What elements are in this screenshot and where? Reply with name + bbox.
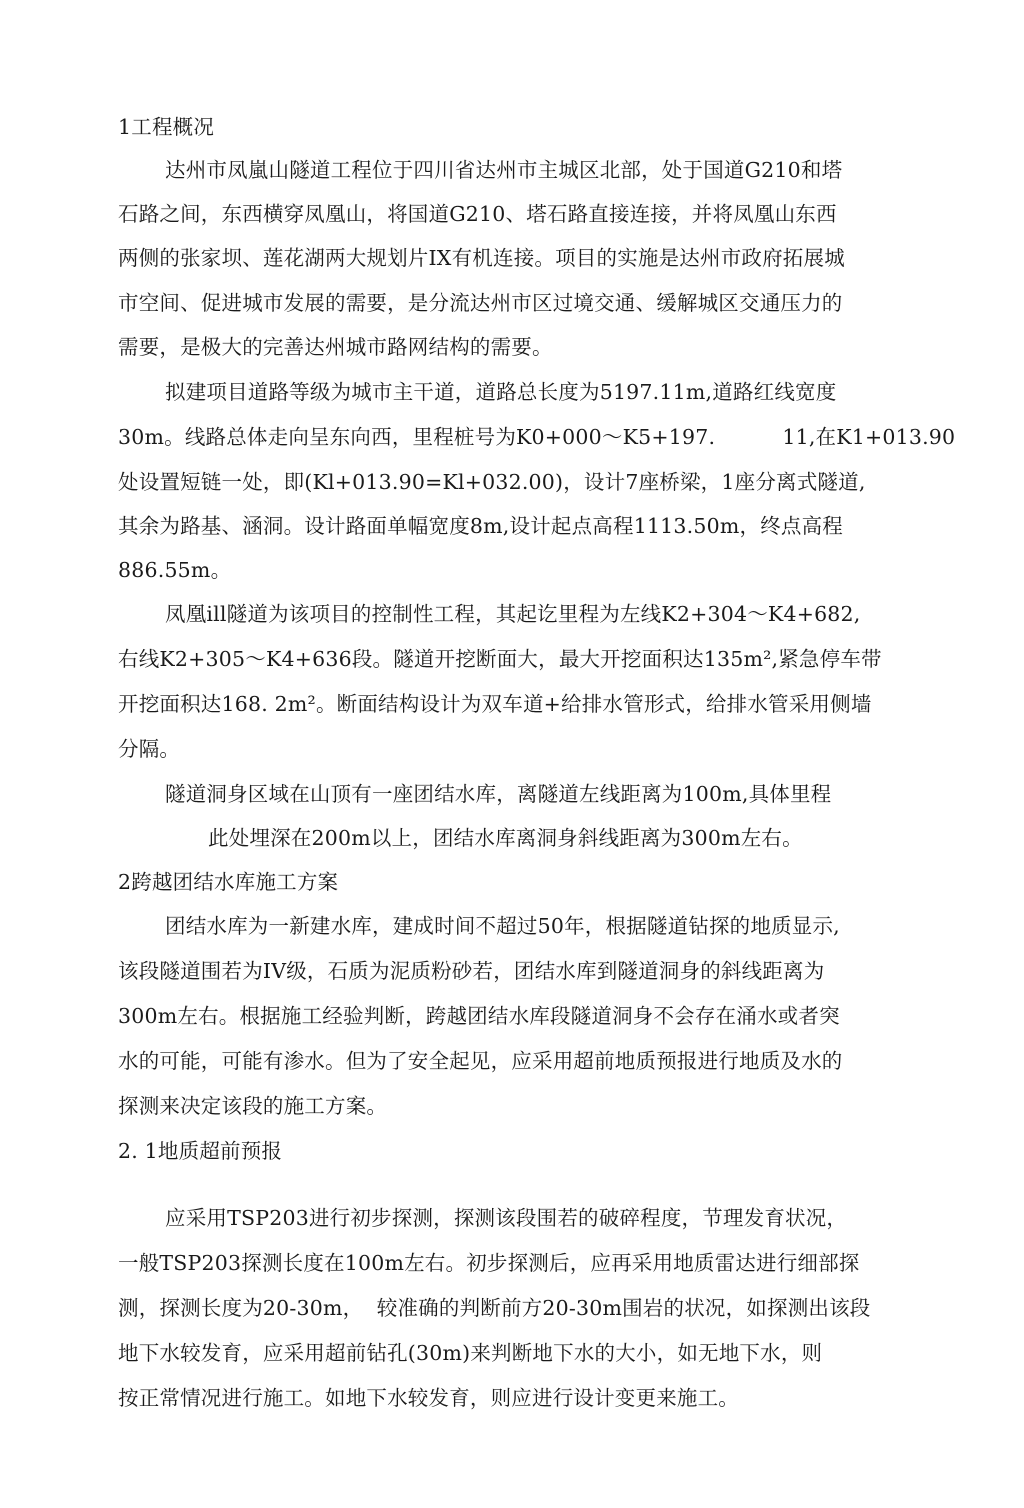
paragraph-line: 此处埋深在200m以上，团结水库离洞身斜线距离为300m左右。 bbox=[208, 826, 803, 850]
paragraph-line: 应采用TSP203进行初步探测，探测该段围若的破碎程度，节理发育状况， bbox=[165, 1206, 848, 1230]
paragraph-line: 处设置短链一处，即(Kl+013.90=Kl+032.00)，设计7座桥梁，1座分离式隧道, bbox=[118, 470, 866, 494]
paragraph-line: 隧道洞身区域在山顶有一座团结水库，离隧道左线距离为100m,具体里程 bbox=[165, 782, 832, 806]
paragraph-line: 市空间、促进城市发展的需要，是分流达州市区过境交通、缓解城区交通压力的 bbox=[118, 291, 843, 315]
paragraph-line: 分隔。 bbox=[118, 737, 181, 761]
paragraph-line: 886.55m。 bbox=[118, 558, 232, 582]
paragraph-line: 凤凰ill隧道为该项目的控制性工程，其起讫里程为左线K2+304～K4+682, bbox=[165, 602, 861, 626]
paragraph-line: 团结水库为一新建水库，建成时间不超过50年，根据隧道钻探的地质显示, bbox=[165, 914, 840, 938]
paragraph-line: 该段隧道围若为IV级，石质为泥质粉砂若，团结水库到隧道洞身的斜线距离为 bbox=[118, 959, 825, 983]
paragraph-line: 需要，是极大的完善达州城市路网结构的需要。 bbox=[118, 335, 553, 359]
paragraph-line: 300m左右。根据施工经验判断，跨越团结水库段隧道洞身不会存在涌水或者突 bbox=[118, 1004, 840, 1028]
paragraph-line: 探测来决定该段的施工方案。 bbox=[118, 1094, 388, 1118]
paragraph-line: 石路之间，东西横穿凤凰山，将国道G210、塔石路直接连接，并将凤凰山东西 bbox=[118, 202, 837, 226]
paragraph-line: 一般TSP203探测长度在100m左右。初步探测后，应再采用地质雷达进行细部探 bbox=[118, 1251, 860, 1275]
paragraph-line: 测，探测长度为20-30m， 较准确的判断前方20-30m围岩的状况，如探测出该段 bbox=[118, 1296, 871, 1320]
section-heading: 2. 1地质超前预报 bbox=[118, 1139, 283, 1163]
paragraph-line: 拟建项目道路等级为城市主干道，道路总长度为5197.11m,道路红线宽度 bbox=[165, 380, 837, 404]
paragraph-line: 地下水较发育，应采用超前钻孔(30m)来判断地下水的大小，如无地下水，则 bbox=[118, 1341, 823, 1365]
paragraph-line: 开挖面积达168. 2m²。断面结构设计为双车道+给排水管形式，给排水管采用侧墙 bbox=[118, 692, 872, 716]
paragraph-line: 达州市凤嵐山隧道工程位于四川省达州市主城区北部，处于国道G210和塔 bbox=[165, 158, 843, 182]
paragraph-line: 按正常情况进行施工。如地下水较发育，则应进行设计变更来施工。 bbox=[118, 1386, 739, 1410]
paragraph-line: 其余为路基、涵洞。设计路面单幅宽度8m,设计起点高程1113.50m，终点高程 bbox=[118, 514, 844, 538]
paragraph-line: 水的可能，可能有渗水。但为了安全起见，应采用超前地质预报进行地质及水的 bbox=[118, 1049, 843, 1073]
paragraph-line: 右线K2+305～K4+636段。隧道开挖断面大，最大开挖面积达135m²,紧急停车带 bbox=[118, 647, 882, 671]
section-heading: 2跨越团结水库施工方案 bbox=[118, 870, 339, 894]
paragraph-line: 两侧的张家坝、莲花湖两大规划片IX有机连接。项目的实施是达州市政府拓展城 bbox=[118, 246, 845, 270]
paragraph-line: 30m。线路总体走向呈东向西，里程桩号为K0+000～K5+197. 11,在K1+013.90 bbox=[118, 425, 956, 449]
section-heading: 1工程概况 bbox=[118, 115, 215, 139]
